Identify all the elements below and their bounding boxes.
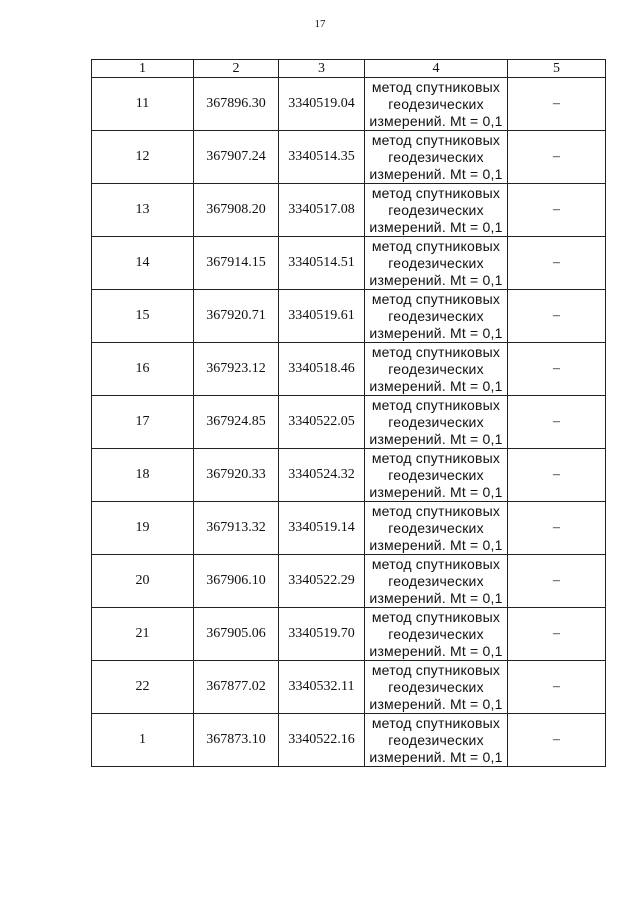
method-cell — [365, 396, 508, 449]
note-cell: – — [508, 237, 606, 290]
x-coordinate-cell: 367908.20 — [194, 184, 279, 237]
method-line-1: метод спутниковых — [371, 237, 501, 254]
column-header-5: 5 — [508, 60, 606, 78]
method-line-1: метод спутниковых — [371, 661, 501, 678]
note-cell: – — [508, 502, 606, 555]
method-line-1: метод спутниковых — [371, 555, 501, 572]
y-coordinate-cell: 3340524.32 — [279, 449, 365, 502]
x-coordinate-cell: 367907.24 — [194, 131, 279, 184]
x-coordinate-cell: 367896.30 — [194, 78, 279, 131]
table-row — [92, 449, 606, 502]
column-header-4: 4 — [365, 60, 508, 78]
method-line-3: измерений. Mt = 0,1 — [369, 695, 503, 712]
method-line-1: метод спутниковых — [371, 502, 501, 519]
method-line-3: измерений. Mt = 0,1 — [369, 483, 503, 500]
table-row — [92, 290, 606, 343]
y-coordinate-cell: 3340519.04 — [279, 78, 365, 131]
x-coordinate-cell: 367906.10 — [194, 555, 279, 608]
x-coordinate-cell: 367924.85 — [194, 396, 279, 449]
method-cell — [365, 184, 508, 237]
method-line-3: измерений. Mt = 0,1 — [369, 112, 503, 129]
x-coordinate-cell: 367873.10 — [194, 714, 279, 767]
column-header-1: 1 — [92, 60, 194, 78]
method-line-3: измерений. Mt = 0,1 — [369, 324, 503, 341]
x-coordinate-cell: 367920.71 — [194, 290, 279, 343]
note-cell: – — [508, 714, 606, 767]
table-row — [92, 555, 606, 608]
method-line-2: геодезических — [388, 201, 484, 218]
method-cell — [365, 555, 508, 608]
method-cell — [365, 290, 508, 343]
y-coordinate-cell: 3340519.70 — [279, 608, 365, 661]
y-coordinate-cell: 3340522.29 — [279, 555, 365, 608]
method-cell — [365, 237, 508, 290]
x-coordinate-cell: 367914.15 — [194, 237, 279, 290]
y-coordinate-cell: 3340514.35 — [279, 131, 365, 184]
point-number-cell: 18 — [92, 449, 194, 502]
y-coordinate-cell: 3340519.14 — [279, 502, 365, 555]
x-coordinate-cell: 367920.33 — [194, 449, 279, 502]
method-line-3: измерений. Mt = 0,1 — [369, 748, 503, 765]
method-line-3: измерений. Mt = 0,1 — [369, 642, 503, 659]
column-header-3: 3 — [279, 60, 365, 78]
x-coordinate-cell: 367905.06 — [194, 608, 279, 661]
point-number-cell: 21 — [92, 608, 194, 661]
method-line-3: измерений. Mt = 0,1 — [369, 165, 503, 182]
method-line-2: геодезических — [388, 466, 484, 483]
note-cell: – — [508, 184, 606, 237]
y-coordinate-cell: 3340522.16 — [279, 714, 365, 767]
method-line-1: метод спутниковых — [371, 290, 501, 307]
method-line-1: метод спутниковых — [371, 78, 501, 95]
method-line-2: геодезических — [388, 413, 484, 430]
method-line-2: геодезических — [388, 678, 484, 695]
note-cell: – — [508, 78, 606, 131]
y-coordinate-cell: 3340522.05 — [279, 396, 365, 449]
method-line-2: геодезических — [388, 731, 484, 748]
y-coordinate-cell: 3340532.11 — [279, 661, 365, 714]
point-number-cell: 15 — [92, 290, 194, 343]
point-number-cell: 19 — [92, 502, 194, 555]
method-line-2: геодезических — [388, 572, 484, 589]
method-line-2: геодезических — [388, 360, 484, 377]
point-number-cell: 22 — [92, 661, 194, 714]
method-cell — [365, 714, 508, 767]
method-line-2: геодезических — [388, 625, 484, 642]
point-number-cell: 1 — [92, 714, 194, 767]
method-line-2: геодезических — [388, 148, 484, 165]
table-row — [92, 343, 606, 396]
page-number: 17 — [314, 18, 326, 30]
point-number-cell: 12 — [92, 131, 194, 184]
point-number-cell: 16 — [92, 343, 194, 396]
table-row — [92, 714, 606, 767]
method-line-1: метод спутниковых — [371, 396, 501, 413]
table-header-row — [92, 60, 606, 78]
table-row — [92, 131, 606, 184]
column-header-2: 2 — [194, 60, 279, 78]
method-line-2: геодезических — [388, 254, 484, 271]
point-number-cell: 14 — [92, 237, 194, 290]
method-line-1: метод спутниковых — [371, 608, 501, 625]
point-number-cell: 20 — [92, 555, 194, 608]
method-line-1: метод спутниковых — [371, 449, 501, 466]
table-row — [92, 661, 606, 714]
method-line-1: метод спутниковых — [371, 714, 501, 731]
table-body — [92, 78, 606, 767]
method-line-2: геодезических — [388, 307, 484, 324]
method-line-2: геодезических — [388, 95, 484, 112]
note-cell: – — [508, 131, 606, 184]
method-cell — [365, 131, 508, 184]
note-cell: – — [508, 661, 606, 714]
note-cell: – — [508, 555, 606, 608]
method-line-2: геодезических — [388, 519, 484, 536]
table-row — [92, 502, 606, 555]
x-coordinate-cell: 367923.12 — [194, 343, 279, 396]
method-cell — [365, 343, 508, 396]
coordinates-table — [91, 59, 606, 767]
method-line-3: измерений. Mt = 0,1 — [369, 377, 503, 394]
table-row — [92, 237, 606, 290]
note-cell: – — [508, 396, 606, 449]
method-line-1: метод спутниковых — [371, 343, 501, 360]
table-row — [92, 608, 606, 661]
method-line-3: измерений. Mt = 0,1 — [369, 430, 503, 447]
y-coordinate-cell: 3340518.46 — [279, 343, 365, 396]
table-row — [92, 184, 606, 237]
method-cell — [365, 608, 508, 661]
x-coordinate-cell: 367913.32 — [194, 502, 279, 555]
method-cell — [365, 661, 508, 714]
note-cell: – — [508, 290, 606, 343]
point-number-cell: 17 — [92, 396, 194, 449]
y-coordinate-cell: 3340517.08 — [279, 184, 365, 237]
y-coordinate-cell: 3340514.51 — [279, 237, 365, 290]
method-line-3: измерений. Mt = 0,1 — [369, 218, 503, 235]
method-cell — [365, 78, 508, 131]
table-row — [92, 396, 606, 449]
method-cell — [365, 502, 508, 555]
note-cell: – — [508, 449, 606, 502]
method-line-1: метод спутниковых — [371, 131, 501, 148]
table-row — [92, 78, 606, 131]
note-cell: – — [508, 608, 606, 661]
method-line-3: измерений. Mt = 0,1 — [369, 589, 503, 606]
note-cell: – — [508, 343, 606, 396]
method-line-1: метод спутниковых — [371, 184, 501, 201]
point-number-cell: 13 — [92, 184, 194, 237]
method-cell — [365, 449, 508, 502]
method-line-3: измерений. Mt = 0,1 — [369, 536, 503, 553]
x-coordinate-cell: 367877.02 — [194, 661, 279, 714]
method-line-3: измерений. Mt = 0,1 — [369, 271, 503, 288]
y-coordinate-cell: 3340519.61 — [279, 290, 365, 343]
point-number-cell: 11 — [92, 78, 194, 131]
